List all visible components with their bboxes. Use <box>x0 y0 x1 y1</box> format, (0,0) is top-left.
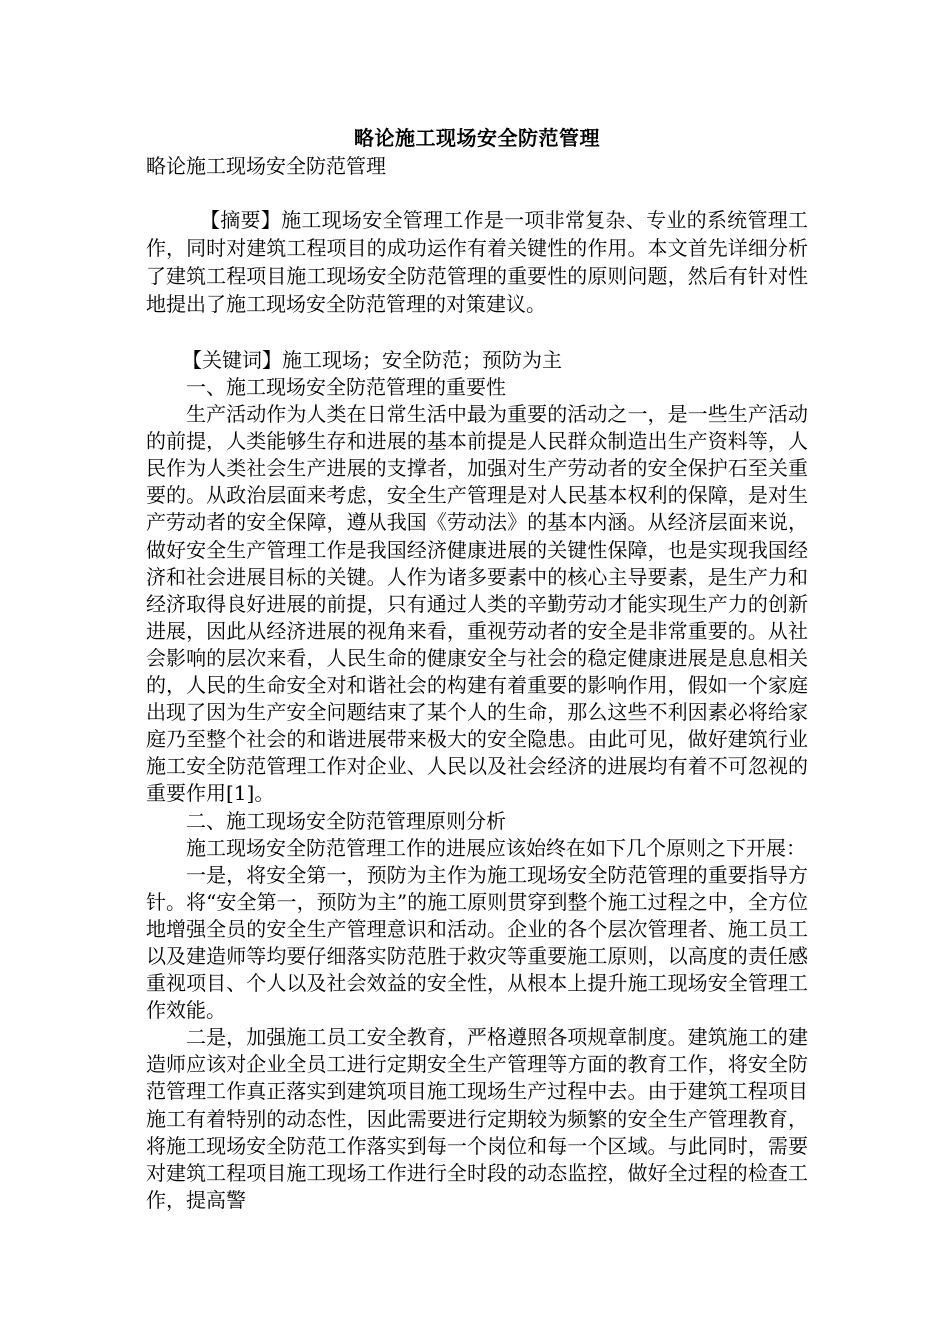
section-2-paragraph-1: 施工现场安全防范管理工作的进展应该始终在如下几个原则之下开展： <box>186 835 806 860</box>
section-1-paragraph-1: 生产活动作为人类在日常生活中最为重要的活动之一，是一些生产活动的前提，人类能够生存和进展的基本前提是人民群众制造出生产资料等，人民作为人类社会生产进展的支撑者，加强对生产劳动者的安全保护石至关重要的。从政治层面来考虑，安全生产管理是对人民基本权利的保障，是对生产劳动者的安全保障，遵从我国《劳动法》的基本内涵。从经济层面来说，做好安全生产管理工作是我国经济健康进展的关键性保障，也是实现我国经济和社会进展目标的关键。人作为诸多要素中的核心主导要素，是生产力和经济取得良好进展的前提，只有通过人类的辛勤劳动才能实现生产力的创新进展，因此从经济进展的视角来看，重视劳动者的安全是非常重要的。从社会影响的层次来看，人民生命的健康安全与社会的稳定健康进展是息息相关的，人民的生命安全对和谐社会的构建有着重要的影响作用，假如一个家庭出现了因为生产安全问题结束了某个人的生命，那么这些不利因素必将给家庭乃至整个社会的和谐进展带来极大的安全隐患。由此可见，做好建筑行业施工安全防范管理工作对企业、人民以及社会经济的进展均有着不可忽视的重要作用[1]。 <box>146 402 808 806</box>
section-2-paragraph-2: 一是，将安全第一，预防为主作为施工现场安全防范管理的重要指导方针。将“安全第一，预防为主”的施工原则贯穿到整个施工过程之中，全方位地增强全员的安全生产管理意识和活动。企业的各个层次管理者、施工员工以及建造师等均要仔细落实防范胜于救灾等重要施工原则，以高度的责任感重视项目、个人以及社会效益的安全性，从根本上提升施工现场安全管理工作效能。 <box>146 862 808 1023</box>
document-title: 略论施工现场安全防范管理 <box>354 126 600 150</box>
section-2-paragraph-3: 二是，加强施工员工安全教育，严格遵照各项规章制度。建筑施工的建造师应该对企业全员工进行定期安全生产管理等方面的教育工作，将安全防范管理工作真正落实到建筑项目施工现场生产过程中去。由于建筑工程项目施工有着特别的动态性，因此需要进行定期较为频繁的安全生产管理教育，将施工现场安全防范工作落实到每一个岗位和每一个区域。与此同时，需要对建筑工程项目施工现场工作进行全时段的动态监控，做好全过程的检查工作，提高警 <box>146 1025 808 1212</box>
document-page <box>146 124 808 1214</box>
abstract-paragraph: 【摘要】施工现场安全管理工作是一项非常复杂、专业的系统管理工作，同时对建筑工程项目的成功运作有着关键性的作用。本文首先详细分析了建筑工程项目施工现场安全防范管理的重要性的原则问题，然后有针对性地提出了施工现场安全防范管理的对策建议。 <box>146 208 808 316</box>
document-subtitle: 略论施工现场安全防范管理 <box>146 154 386 178</box>
keywords-line: 【关键词】施工现场；安全防范；预防为主 <box>182 348 562 372</box>
section-2-heading: 二、施工现场安全防范管理原则分析 <box>186 808 506 833</box>
section-1-heading: 一、施工现场安全防范管理的重要性 <box>186 375 506 399</box>
